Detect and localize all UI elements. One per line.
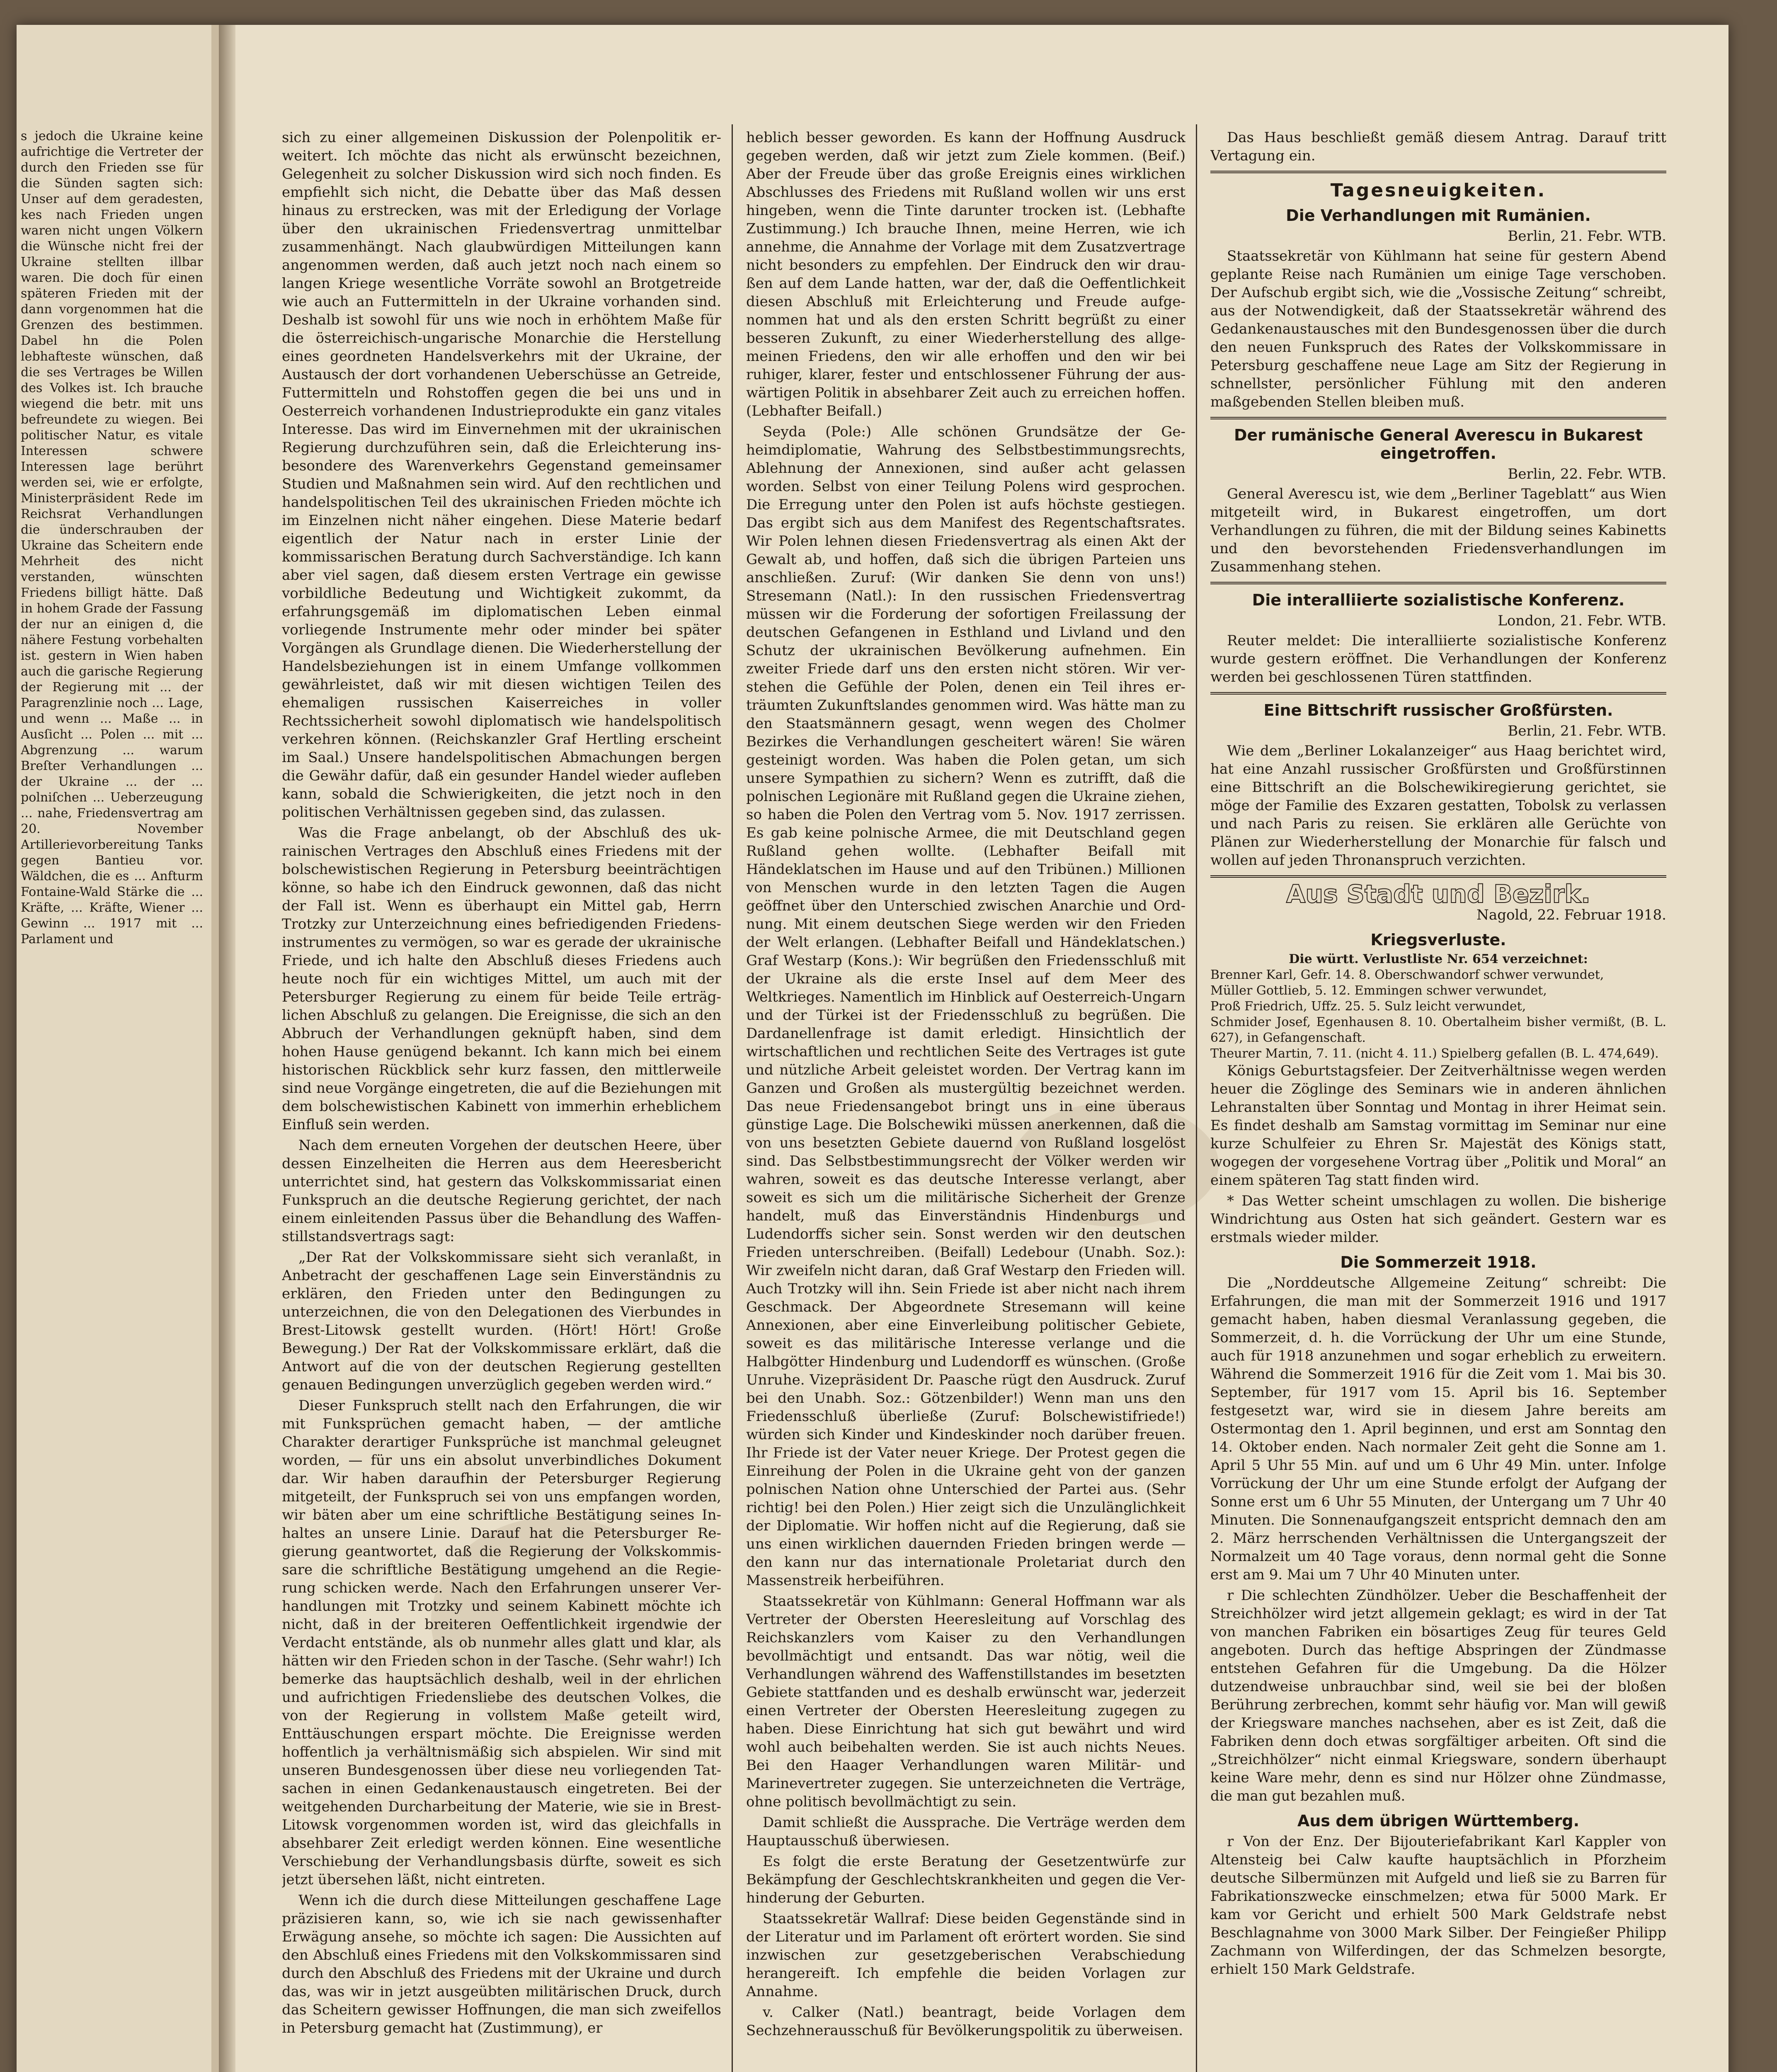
left-fragment-text: s jedoch die Ukraine keine aufrichtige die Vertreter der durch den Frieden sse für die Sünden sagten sich: Unser auf dem geradesten, kes nach Frieden ungen waren nicht ungen Völkern die Wünsche nicht frei der Ukraine stellten illbar waren. Die doch für einen späteren Frieden mit der dann vorgenommen hat die Grenzen des bestimmen. Dabel hn die Polen lebhafteste wünschen, daß die ses Vertrages be Willen des Volkes ist. Ich brauche wiegend die betr. mit uns befreundete zu wiegen. Bei politischer Natur, es vitale Interessen schwere Interessen lage berührt werden sei, wie er erfolgte, Ministerpräsident Rede im Reichsrat Verhandlungen die ünderschrauben der Ukraine das Scheitern ende Mehrheit des nicht verstanden, wünschten Friedens billigt hätte. Daß in hohem Grade der Fassung der nur an einigen d, die nähere Festung vorbehalten ist. gestern in Wien haben auch die garische Regierung der Regierung mit ... der Paragrenzlinie noch ... Lage, und wenn ... Maße ... in Ausſicht ... Polen ... mit ... Abgrenzung ... warum Breſter Verhandlungen ... der Ukraine ... der ... polniſchen ... Ueberzeugung ... nahe, Friedensvertrag am 20. November Artillerievorbereitung Tanks gegen Bantieu vor. Wäldchen, die es ... Anfturm Fontaine-Wald Stärke die ... Kräfte, ... Kräfte, Wiener ... Gewinn ... 1917 mit ... Parlament und (21, 129, 203, 946)
paragraph: Dieser Funkspruch stellt nach den Erfahrungen, die wir mit Funksprüchen gemacht haben, — der amtliche Charakter derartiger Funksprüche ist manchmal geleugnet worden, — für uns ein absolut unverbindliches Dokument dar. Wir haben daraufhin der Petersburger Regierung mitgeteilt, der Funkspruch sei von uns empfangen worden, wir bäten aber um eine schriftliche Bestätigung seines Inhaltes an unsere Linie. Darauf hat die Petersburger Regierung geantwortet, daß die Regierung der Volkskommissare die schriftliche Bestätigung umgehend an die Regierung schicken werde. Nach den Erfahrungen unserer Verhandlungen mit Trotzky und seinem Kabinett möchte ich nicht, daß in der breiteren Oeffentlichkeit irgendwie der Verdacht entstände, als ob nunmehr alles glatt und klar, als hätten wir den Frieden schon in der Tasche. (Sehr wahr!) Ich bemerke das hauptsächlich deshalb, weil in der ehrlichen und aufrichtigen Friedensliebe des deutschen Volkes, die von der Regierung in vollstem Maße geteilt wird, Enttäuschungen erspart möchte. Die Ereignisse werden hoffentlich ja verhältnismäßig sich abspielen. Wir sind mit unseren Bundesgenossen über diese neu vorliegenden Tatsachen in einen Gedankenaustausch eingetreten. Bei der weitgehenden Durcharbeitung der Materie, wie sie in Brest-Litowsk vorgenommen worden ist, wird das gleichfalls in absehbarer Zeit erledigt werden können. Eine wesentliche Verschiebung der Verhandlungsbasis dürfte, soweit es sich jetzt übersehen läßt, nicht eintreten. (282, 1397, 721, 1888)
column-2 (746, 128, 1185, 2072)
paragraph: „Der Rat der Volkskommissare sieht sich veranlaßt, in Anbetracht der geschaffenen Lage sein Einverständnis zu erklären, den Frieden unter den Bedingungen zu unterzeichnen, die von den Delegationen des Vierbundes in Brest-Litowsk gestellt wurden. (Hört! Hört! Große Bewegung.) Der Rat der Volkskommissare erklärt, daß die Antwort auf die von der deutschen Regierung gestellten genauen Bedingungen unverzüglich gegeben werden wird.“ (282, 1249, 721, 1393)
news-body: General Averescu ist, wie dem „Berliner Tageblatt“ aus Wien mitgeteilt wird, in Bukarest eingetroffen, um dort Verhandlungen zu führen, die mit der Bildung seines Kabinetts und den bevorstehenden Friedensverhandlungen im Zusammenhang stehen. (1210, 486, 1666, 575)
section-title: Tagesneuigkeiten. (1330, 180, 1547, 201)
column-3 (1210, 128, 1666, 2072)
paragraph: Seyda (Pole:) Alle schönen Grundsätze der Geheimdiplomatie, Wahrung des Selbstbestimmungsrechts, Ablehnung der Annexionen, sind außer acht gelassen worden. Selbst von einer Teilung Polens wird gesprochen. Die Erregung unter den Polen ist aufs höchste gestiegen. Das ergibt sich aus dem Manifest des Regentschaftsrates. Wir Polen lehnen diesen Friedensvertrag als einen Akt der Gewalt ab, und hoffen, daß sich die übrigen Parteien uns anschließen. Zuruf: (Wir danken Sie denn von uns!) Stresemann (Natl.): In den russischen Friedensvertrag müssen wir die Forderung der sofortigen Freilassung der deutschen Gefangenen in Esthland und Livland und den Schutz der ukrainischen Bevölkerung aufnehmen. Ein zweiter Friede darf uns den ersten nicht stören. Wir verstehen die Gefühle der Polen, denen ein Teil ihres erträumten Zukunftslandes genommen wird. Was hätte man zu den Staatsmännern gesagt, wenn wegen des Cholmer Bezirkes die Verhandlungen gescheitert wären! Sie wären gesteinigt worden. Was haben die Polen getan, um sich unsere Sympathien zu sichern? Wenn es zutrifft, daß die polnischen Legionäre mit Rußland gegen die Ukraine ziehen, so haben die Polen den Vertrag vom 5. Nov. 1917 zerrissen. Es gab keine polnische Armee, die mit Deutschland gegen Rußland gehen wollte. (Lebhafter Beifall mit Händeklatschen im Hause und auf den Tribünen.) Millionen von Menschen wurde in den letzten Tagen die Augen geöffnet über den Unterschied zwischen Anarchie und Ordnung. Mit einem deutschen Siege werden wir den Frieden der Welt erlangen. (Lebhafter Beifall und Händeklatschen.) Graf Westarp (Kons.): Wir begrüßen den Friedensschluß mit der Ukraine als die erste Insel auf dem Meer des Weltkrieges. Namentlich im Hinblick auf Oesterreich-Ungarn und der Türkei ist der Friedensschluß zu begrüßen. Die Dardanellenfrage ist damit erledigt. Hinsichtlich der wirtschaftlichen und rechtlichen Seite des Vertrages ist gute und nützliche Arbeit geleistet worden. Der Vertrag kann im Ganzen und Großen als mustergültig bezeichnet werden. Das neue Friedensangebot bringt uns in eine überaus günstige Lage. Die Bolschewiki müssen anerkennen, daß die von uns besetzten Gebiete dauernd von Rußland losgelöst sind. Das Selbstbestimmungsrecht der Völker werden wir wahren, soweit es das deutsche Interesse verlangt, aber soweit es sich um die militärische Sicherheit der Grenze handelt, muß das Einverständnis Hindenburgs und Ludendorffs sicher sein. Sonst werden wir den deutschen Frieden unterschreiben. (Beifall) Ledebour (Unabh. Soz.): Wir zweifeln nicht daran, daß Graf Westarp den Frieden will. Auch Trotzky will ihn. Sein Friede ist aber nicht nach ihrem Geschmack. Der Abgeordnete Stresemann will keine Annexionen, aber eine Einverleibung politischer Gebiete, soweit es das militärische Interesse verlange und die Halbgötter Hindenburg und Ludendorff es wünschen. (Große Unruhe. Vizepräsident Dr. Paasche rügt den Ausdruck. Zuruf bei den Unabh. Soz.: Götzenbilder!) Wenn man uns den Friedensschluß überließe (Zuruf: Bolschewistifriede!) würden sich Kinder und Kindeskinder noch darüber freuen. Ihr Friede ist der Vater neuer Kriege. Der Protest gegen die Einreihung der Polen in die Ukraine geht von der ganzen polnischen Nation ohne Unterschied der Partei aus. (Sehr richtig! bei den Polen.) Hier zeigt sich die Unzulänglichkeit der Diplomatie. Wir hoffen nicht auf die Regierung, daß sie uns einen wirklichen dauernden Frieden bringen werde — den kann nur das internationale Proletariat durch den Massenstreik herbeiführen. (746, 424, 1185, 1589)
dateline: London, 21. Febr. WTB. (1498, 612, 1666, 629)
dateline: Berlin, 21. Febr. WTB. (1508, 228, 1666, 244)
column-rule (1196, 124, 1197, 2072)
paragraph: Was die Frage anbelangt, ob der Abschluß des ukrainischen Vertrages den Abschluß eines Friedens mit der bolschewistischen Regierung in Petersburg beeinträchtigen könne, so habe ich den Eindruck gewonnen, daß das nicht der Fall ist. Wenn es überhaupt ein Mittel gab, Herrn Trotzky zur Unterzeichnung eines befriedigenden Friedensinstrumentes zu vermögen, so war es gerade der ukrainische Friede, und ich halte den Abschluß dieses Friedens auch heute noch für ein wichtiges Mittel, um auch mit der Petersburger Regierung zu einem für beide Teile erträglichen Abschluß zu gelangen. Die Ereignisse, die sich an den Abbruch der Verhandlungen geknüpft haben, sind dem hohen Hause genügend bekannt. Ich kann mich bei einem historischen Rückblick sehr kurz fassen, den mittlerweile sind neue Vorgänge eingetreten, die auf die Beziehungen mit dem bolschewistischen Kabinett von immerhin erheblichem Einfluß sein werden. (282, 825, 721, 1133)
paragraph: sich zu einer allgemeinen Diskussion der Polenpolitik erweitert. Ich möchte das nicht als erwünscht bezeichnen, Gelegenheit zu solcher Diskussion wird sich noch finden. Es empfiehlt sich nicht, die Debatte über das Maß dessen hinaus zu erstrecken, was mit der Erledigung der Vorlage über den ukrainischen Friedensvertrag unmittelbar zusammenhängt. Nach glaubwürdigen Mitteilungen kann angenommen werden, daß auch jetzt noch nach einem so langen Kriege wesentliche Vorräte sowohl an Brotgetreide wie auch an Futtermitteln in der Ukraine vorhanden sind. Deshalb ist sowohl für uns wie noch in erhöhtem Maße für die österreichisch-ungarische Monarchie die Herstellung eines geordneten Handelsverkehrs mit der Ukraine, der Austausch der dort vorhandenen Ueberschüsse an Getreide, Futtermitteln und Rohstoffen gegen die bei uns und in Oesterreich vorhandenen Industrieprodukte ein ganz vitales Interesse. Das wird im Einvernehmen mit der ukrainischen Regierung durchzuführen sein, daß die Erleichterung insbesondere des Warenverkehrs Gegenstand gemeinsamer Studien und Maßnahmen sein wird. Auf den rechtlichen und handelspolitischen Teil des ukrainischen Frieden möchte ich im Einzelnen nicht näher eingehen. Diese Materie bedarf eigentlich der Natur nach in erster Linie der kommissarischen Beratung durch Sachverständige. Ich kann aber viel sagen, daß diesem ersten Vertrage ein gewisse vorbildliche Bedeutung und Wichtigkeit zukommt, da erfahrungsgemäß im diplomatischen Leben einmal vorliegende Instrumente mehr oder minder bei später Vorgängen als Grundlage dienen. Die Wiederherstellung der Handelsbeziehungen ist in einem Umfange vollkommen gewährleistet, daß wir mit diesen wichtigen Teilen des ehemaligen russischen Kaiserreiches in voller Rechtssicherheit sowohl diplomatisch wie handelspolitisch verkehren können. (Reichskanzler Graf Hertling erscheint im Saal.) Unsere handelspolitischen Abmachungen bergen die Gewähr dafür, daß ein gesunder Handel wieder aufleben kann, sobald die Schwierigkeiten, die jetzt noch in den politischen Verhältnissen gegeben sind, das zulassen. (282, 129, 721, 821)
section-rule (1210, 171, 1666, 173)
dateline: Berlin, 22. Febr. WTB. (1508, 466, 1666, 482)
dateline: Nagold, 22. Februar 1918. (1476, 907, 1666, 923)
verlust-line: Schmider Josef, Egenhausen 8. 10. Obertalheim bisher vermißt, (B. L. 627), in Gefangenschaft. (1210, 1015, 1666, 1045)
section-rule (1210, 875, 1666, 878)
news-body: Königs Geburtstagsfeier. Der Zeitverhältnisse wegen werden heuer die Zöglinge des Seminars wie in anderen ähnlichen Lehranstalten über Sonntag und Montag in ihrer Heimat sein. Es findet deshalb am Samstag vormittag im Seminar nur eine kurze Schulfeier zu Ehren Sr. Majestät des Königs statt, wogegen der vorgesehene Vortrag über „Politik und Moral“ an einem späteren Tag statt finden wird. (1210, 1063, 1666, 1188)
verlust-line: Theurer Martin, 7. 11. (nicht 4. 11.) Spielberg gefallen (B. L. 474,649). (1210, 1046, 1659, 1061)
paragraph: Wenn ich die durch diese Mitteilungen geschaffene Lage präzisieren kann, so, wie ich sie nach gewissenhafter Erwägung ansehe, so möchte ich sagen: Die Aussichten auf den Abschluß eines Friedens mit den Volkskommissaren sind durch den Abschluß des Friedens mit der Ukraine und durch das, was wir in jetzt ausgeübten militärischen Druck, durch das Scheitern gewisser Hoffnungen, die man sich zweifellos in Petersburg gemacht hat (Zustimmung), er (282, 1892, 721, 2036)
section-rule (1210, 582, 1666, 584)
news-headline: Die Sommerzeit 1918. (1340, 1253, 1537, 1271)
paragraph: Das Haus beschließt gemäß diesem Antrag. Darauf tritt Vertagung ein. (1210, 129, 1666, 164)
left-page-fragment (17, 25, 219, 2072)
news-body: Wie dem „Berliner Lokalanzeiger“ aus Haag berichtet wird, hat eine Anzahl russischer Großfürsten und Großfürstinnen eine Bittschrift an die Bolschewikiregierung gerichtet, sie möge der Familie des Exzaren gestatten, Tobolsk zu verlassen und nach Paris zu reisen. Sie erklären alle Gerüchte von Plänen zur Wiederherstellung der Monarchie für falsch und wollen auf jeden Thronanspruch verzichten. (1210, 743, 1666, 869)
news-headline: Die interalliierte sozialistische Konferenz. (1252, 591, 1625, 609)
news-body: Reuter meldet: Die interalliierte sozialistische Konferenz wurde gestern eröffnet. Die Verhandlungen der Konferenz werden bei geschlossenen Türen stattfinden. (1210, 632, 1666, 685)
verlust-intro: Die württ. Verlustliste Nr. 654 verzeichnet: (1289, 952, 1588, 966)
column-rule (732, 124, 733, 2072)
paragraph: Es folgt die erste Beratung der Gesetzentwürfe zur Bekämpfung der Geschlechtskrankheiten und gegen die Verhinderung der Geburten. (746, 1853, 1185, 1906)
verlust-line: Müller Gottlieb, 5. 12. Emmingen schwer verwundet, (1210, 983, 1547, 998)
section-rule (1210, 417, 1666, 419)
news-body: r Die schlechten Zündhölzer. Ueber die Beschaffenheit der Streichhölzer wird jetzt allgemein geklagt; es wird in der Tat von manchen Fabriken ein bösartiges Zeug für teures Geld angeboten. Durch das heftige Abspringen der Zündmasse entstehen Gefahren für die Umgebung. Da die Hölzer dutzendweise unbrauchbar sind, weil sie bei der bloßen Berührung zerbrechen, kommt sehr häufig vor. Man will gewiß der Kriegsware manches nachsehen, aber es ist Zeit, daß die Fabriken denn doch etwas sorgfältiger arbeiten. Oft sind die „Streichhölzer“ nicht einmal Kriegsware, sondern überhaupt keine Ware mehr, denn es sind nur Hölzer ohne Zündmasse, die man gut bezahlen muß. (1210, 1587, 1666, 1804)
news-headline: Die Verhandlungen mit Rumänien. (1286, 206, 1591, 225)
verlust-line: Proß Friedrich, Uffz. 25. 5. Sulz leicht verwundet, (1210, 999, 1526, 1014)
paragraph: Nach dem erneuten Vorgehen der deutschen Heere, über dessen Einzelheiten die Herren aus dem Heeresbericht unterrichtet sind, hat gestern das Volkskommissariat einen Funkspruch an die deutsche Regierung gerichtet, der nach einem einleitenden Passus über die Behandlung des Waffenstillstandsvertrags sagt: (282, 1137, 721, 1245)
news-body: Die „Norddeutsche Allgemeine Zeitung“ schreibt: Die Erfahrungen, die man mit der Sommerzeit 1916 und 1917 gemacht haben, haben diesmal Veranlassung gegeben, die Sommerzeit, d. h. die Vorrückung der Uhr um eine Stunde, auch für 1918 anzunehmen und sogar erheblich zu erweitern. Während die Sommerzeit 1916 für die Zeit vom 1. Mai bis 30. September, für 1917 vom 15. April bis 16. September festgesetzt war, wird sie in diesem Jahre bereits am Ostermontag den 1. April beginnen, und erst am Sonntag den 14. Oktober enden. Nach normaler Zeit geht die Sonne am 1. April 5 Uhr 55 Min. auf und um 6 Uhr 49 Min. unter. Infolge Vorrückung der Uhr um eine Stunde erfolgt der Aufgang der Sonne erst um 6 Uhr 55 Minuten, der Untergang um 7 Uhr 40 Minuten. Die Sonnenaufgangszeit entspricht demnach den am 2. März herrschenden Verhältnissen die Untergangszeit der Normalzeit um 40 Tage voraus, denn normal geht die Sonne erst am 9. Mai um 7 Uhr 40 Minuten unter. (1210, 1275, 1666, 1583)
news-body: * Das Wetter scheint umschlagen zu wollen. Die bisherige Windrichtung aus Osten hat sich geändert. Gestern war es erstmals wieder milder. (1210, 1193, 1666, 1246)
verlust-line: Brenner Karl, Gefr. 14. 8. Oberschwandorf schwer verwundet, (1210, 968, 1604, 982)
news-headline: Eine Bittschrift russischer Großfürsten. (1263, 701, 1613, 719)
news-body: r Von der Enz. Der Bijouteriefabrikant Karl Kappler von Altensteig bei Calw kaufte hauptsächlich in Pforzheim deutsche Silbermünzen mit Aufgeld und ließ sie zu Barren für Fabrikationszwecke einschmelzen; etwa für 5000 Mark. Er kam vor Gericht und erhielt 500 Mark Geldstrafe nebst Beschlagnahme von 3000 Mark Silber. Der Feingießer Philipp Zachmann von Wilferdingen, der das Schmelzen besorgte, erhielt 150 Mark Geldstrafe. (1210, 1833, 1666, 1978)
paragraph: heblich besser geworden. Es kann der Hoffnung Ausdruck gegeben werden, daß wir jetzt zum Ziele kommen. (Beif.) Aber der Freude über das große Ereignis eines wirklichen Abschlusses des Friedens mit Rußland wollen wir uns erst hingeben, wenn die Tinte darunter trocken ist. (Lebhafte Zustimmung.) Ich brauche Ihnen, meine Herren, wie ich annehme, die Annahme der Vorlage mit dem Zusatzvertrage nicht besonders zu empfehlen. Der Eindruck den wir draußen auf dem Lande hatten, war der, daß die Oeffentlichkeit diesen Abschluß mit Erleichterung und Freude aufgenommen hat und als den ersten Schritt begrüßt zu einer besseren Zukunft, zu einer Wiederherstellung des allgemeinen Friedens, den wir alle erhoffen und den wir bei ruhiger, klarer, fester und entschlossener Führung der auswärtigen Politik in absehbarer Zeit auch zu erreichen hoffen. (Lebhafter Beifall.) (746, 129, 1185, 419)
page-fold (219, 25, 235, 2072)
news-headline: Der rumänische General Averescu in Bukarest eingetroffen. (1234, 426, 1643, 462)
dateline: Berlin, 21. Febr. WTB. (1508, 723, 1666, 739)
newspaper-spread (17, 25, 1729, 2072)
column-1 (282, 128, 721, 2072)
news-body: Staatssekretär von Kühlmann hat seine für gestern Abend geplante Reise nach Rumänien um einige Tage verschoben. Der Aufschub ergibt sich, wie die „Vossische Zeitung“ schreibt, aus der Notwendigkeit, daß der Staatssekretär während des Gedankenaustausches mit den Bundesgenossen über die durch den neuen Funkspruch des Rates der Volkskommissare in Petersburg geschaffene neue Lage am Sitz der Regierung in schnellster, persönlicher Fühlung mit den anderen maßgebenden Stellen bleiben muß. (1210, 248, 1666, 410)
paragraph: Staatssekretär von Kühlmann: General Hoffmann war als Vertreter der Obersten Heeresleitung auf Vorschlag des Reichskanzlers vom Kaiser zu den Verhandlungen bevollmächtigt und entsandt. Das war nötig, weil die Verhandlungen während des Waffenstillstandes im besetzten Gebiete stattfanden und es deshalb erwünscht war, jederzeit einen Vertreter der Obersten Heeresleitung zugegen zu haben. Diese Einrichtung hat sich gut bewährt und wird wohl auch beibehalten werden. Sie ist auch nichts Neues. Bei den Haager Verhandlungen waren Militär- und Marinevertreter zugegen. Sie unterzeichneten die Verträge, ohne politisch bevollmächtigt zu sein. (746, 1593, 1185, 1810)
news-headline: Aus dem übrigen Württemberg. (1297, 1812, 1580, 1830)
section-rule (1210, 692, 1666, 695)
paragraph: Staatssekretär Wallraf: Diese beiden Gegenstände sind in der Literatur und im Parlament oft erörtert worden. Sie sind inzwischen zur gesetzgeberischen Verabschiedung herangereift. Ich empfehle die beiden Vorlagen zur Annahme. (746, 1910, 1185, 2000)
news-headline: Kriegsverluste. (1370, 931, 1506, 949)
paragraph: Damit schließt die Aussprache. Die Verträge werden dem Hauptausschuß überwiesen. (746, 1814, 1185, 1849)
paragraph: v. Calker (Natl.) beantragt, beide Vorlagen dem Sechzehnerausschuß für Bevölkerungspolitik zu überweisen. (746, 2004, 1185, 2039)
local-section-title: Aus Stadt und Bezirk. (1286, 880, 1591, 909)
